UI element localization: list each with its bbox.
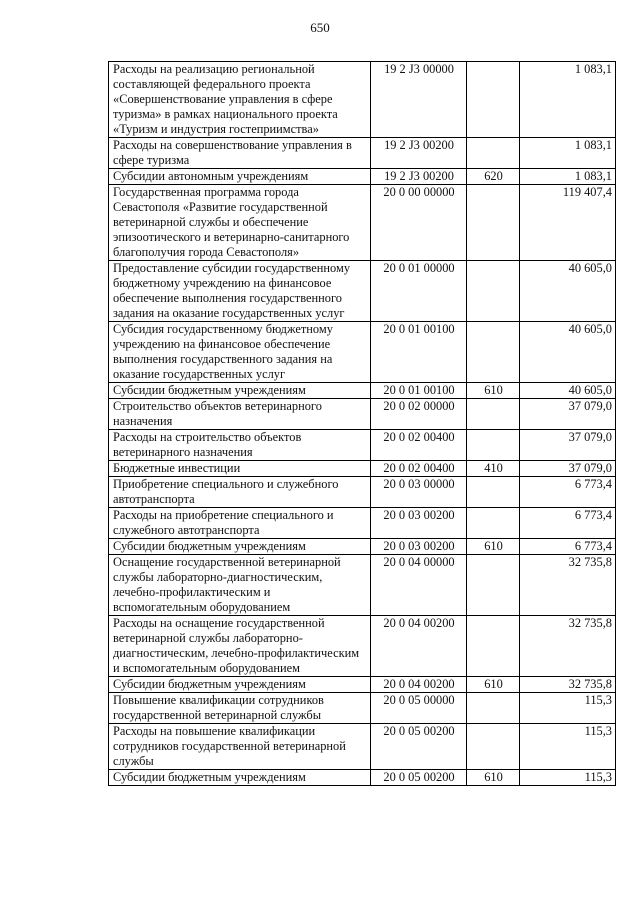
table-row (109, 461, 616, 477)
expense-name-cell: Строительство объектов ветеринарного назначения (109, 399, 371, 430)
table-row (109, 770, 616, 786)
expense-name-cell: Расходы на совершенствование управления в сфере туризма (109, 138, 371, 169)
expense-name-cell: Приобретение специального и служебного автотранспорта (109, 477, 371, 508)
expense-type-cell: 610 (467, 770, 520, 786)
expense-name-cell: Субсидии бюджетным учреждениям (109, 770, 371, 786)
classification-code-cell: 19 2 J3 00000 (371, 62, 467, 138)
amount-cell: 115,3 (520, 693, 616, 724)
classification-code-cell: 20 0 03 00200 (371, 508, 467, 539)
expense-name-cell: Субсидия государственному бюджетному учреждению на финансовое обеспечение выполнения государственного задания на оказание государственных услуг (109, 322, 371, 383)
expense-name-cell: Бюджетные инвестиции (109, 461, 371, 477)
expense-type-cell (467, 399, 520, 430)
amount-cell: 6 773,4 (520, 508, 616, 539)
expense-name-cell: Государственная программа города Севастополя «Развитие государственной ветеринарной службы и обеспечение эпизоотического и ветеринарно-санитарного благополучия города Севастополя» (109, 185, 371, 261)
classification-code-cell: 19 2 J3 00200 (371, 169, 467, 185)
amount-cell: 40 605,0 (520, 322, 616, 383)
expense-type-cell: 610 (467, 383, 520, 399)
expense-type-cell (467, 724, 520, 770)
expense-type-cell (467, 555, 520, 616)
table-row (109, 169, 616, 185)
expense-type-cell: 610 (467, 677, 520, 693)
expense-type-cell (467, 62, 520, 138)
expense-type-cell (467, 261, 520, 322)
expense-type-cell (467, 616, 520, 677)
amount-cell: 1 083,1 (520, 169, 616, 185)
classification-code-cell: 20 0 04 00000 (371, 555, 467, 616)
table-row (109, 616, 616, 677)
expense-name-cell: Субсидии бюджетным учреждениям (109, 383, 371, 399)
expense-name-cell: Предоставление субсидии государственному бюджетному учреждению на финансовое обеспечение выполнения государственного задания на оказание государственных услуг (109, 261, 371, 322)
expense-name-cell: Расходы на приобретение специального и служебного автотранспорта (109, 508, 371, 539)
expense-name-cell: Субсидии бюджетным учреждениям (109, 677, 371, 693)
expense-name-cell: Повышение квалификации сотрудников государственной ветеринарной службы (109, 693, 371, 724)
table-row (109, 261, 616, 322)
table-row (109, 138, 616, 169)
amount-cell: 37 079,0 (520, 461, 616, 477)
table-row (109, 677, 616, 693)
amount-cell: 119 407,4 (520, 185, 616, 261)
budget-table (108, 61, 616, 786)
classification-code-cell: 19 2 J3 00200 (371, 138, 467, 169)
amount-cell: 32 735,8 (520, 616, 616, 677)
classification-code-cell: 20 0 04 00200 (371, 616, 467, 677)
expense-type-cell (467, 138, 520, 169)
page-number: 650 (310, 20, 330, 35)
amount-cell: 32 735,8 (520, 677, 616, 693)
table-row (109, 724, 616, 770)
expense-type-cell (467, 185, 520, 261)
expense-name-cell: Расходы на оснащение государственной ветеринарной службы лабораторно-диагностическим, лечебно-профилактическим и вспомогательным оборудованием (109, 616, 371, 677)
classification-code-cell: 20 0 05 00000 (371, 693, 467, 724)
expense-type-cell (467, 322, 520, 383)
expense-type-cell: 610 (467, 539, 520, 555)
classification-code-cell: 20 0 05 00200 (371, 770, 467, 786)
expense-name-cell: Оснащение государственной ветеринарной службы лабораторно-диагностическим, лечебно-профилактическим и вспомогательным оборудованием (109, 555, 371, 616)
classification-code-cell: 20 0 00 00000 (371, 185, 467, 261)
amount-cell: 37 079,0 (520, 399, 616, 430)
classification-code-cell: 20 0 03 00200 (371, 539, 467, 555)
table-row (109, 322, 616, 383)
table-row (109, 539, 616, 555)
amount-cell: 6 773,4 (520, 477, 616, 508)
expense-type-cell (467, 430, 520, 461)
classification-code-cell: 20 0 02 00000 (371, 399, 467, 430)
expense-type-cell (467, 477, 520, 508)
classification-code-cell: 20 0 02 00400 (371, 461, 467, 477)
expense-type-cell: 620 (467, 169, 520, 185)
table-row (109, 477, 616, 508)
amount-cell: 40 605,0 (520, 261, 616, 322)
classification-code-cell: 20 0 03 00000 (371, 477, 467, 508)
expense-name-cell: Расходы на реализацию региональной составляющей федерального проекта «Совершенствование управления в сфере туризма» в рамках национального проекта «Туризм и индустрия гостеприимства» (109, 62, 371, 138)
classification-code-cell: 20 0 02 00400 (371, 430, 467, 461)
amount-cell: 1 083,1 (520, 138, 616, 169)
amount-cell: 40 605,0 (520, 383, 616, 399)
expense-type-cell: 410 (467, 461, 520, 477)
amount-cell: 37 079,0 (520, 430, 616, 461)
table-row (109, 555, 616, 616)
classification-code-cell: 20 0 01 00100 (371, 383, 467, 399)
table-row (109, 430, 616, 461)
table-row (109, 399, 616, 430)
classification-code-cell: 20 0 05 00200 (371, 724, 467, 770)
expense-type-cell (467, 693, 520, 724)
amount-cell: 115,3 (520, 770, 616, 786)
budget-table-body (109, 62, 616, 786)
expense-name-cell: Субсидии автономным учреждениям (109, 169, 371, 185)
expense-name-cell: Субсидии бюджетным учреждениям (109, 539, 371, 555)
table-row (109, 185, 616, 261)
expense-type-cell (467, 508, 520, 539)
expense-name-cell: Расходы на строительство объектов ветеринарного назначения (109, 430, 371, 461)
amount-cell: 1 083,1 (520, 62, 616, 138)
table-row (109, 693, 616, 724)
amount-cell: 6 773,4 (520, 539, 616, 555)
amount-cell: 32 735,8 (520, 555, 616, 616)
classification-code-cell: 20 0 04 00200 (371, 677, 467, 693)
table-row (109, 62, 616, 138)
table-row (109, 508, 616, 539)
classification-code-cell: 20 0 01 00000 (371, 261, 467, 322)
expense-name-cell: Расходы на повышение квалификации сотрудников государственной ветеринарной службы (109, 724, 371, 770)
table-row (109, 383, 616, 399)
classification-code-cell: 20 0 01 00100 (371, 322, 467, 383)
amount-cell: 115,3 (520, 724, 616, 770)
